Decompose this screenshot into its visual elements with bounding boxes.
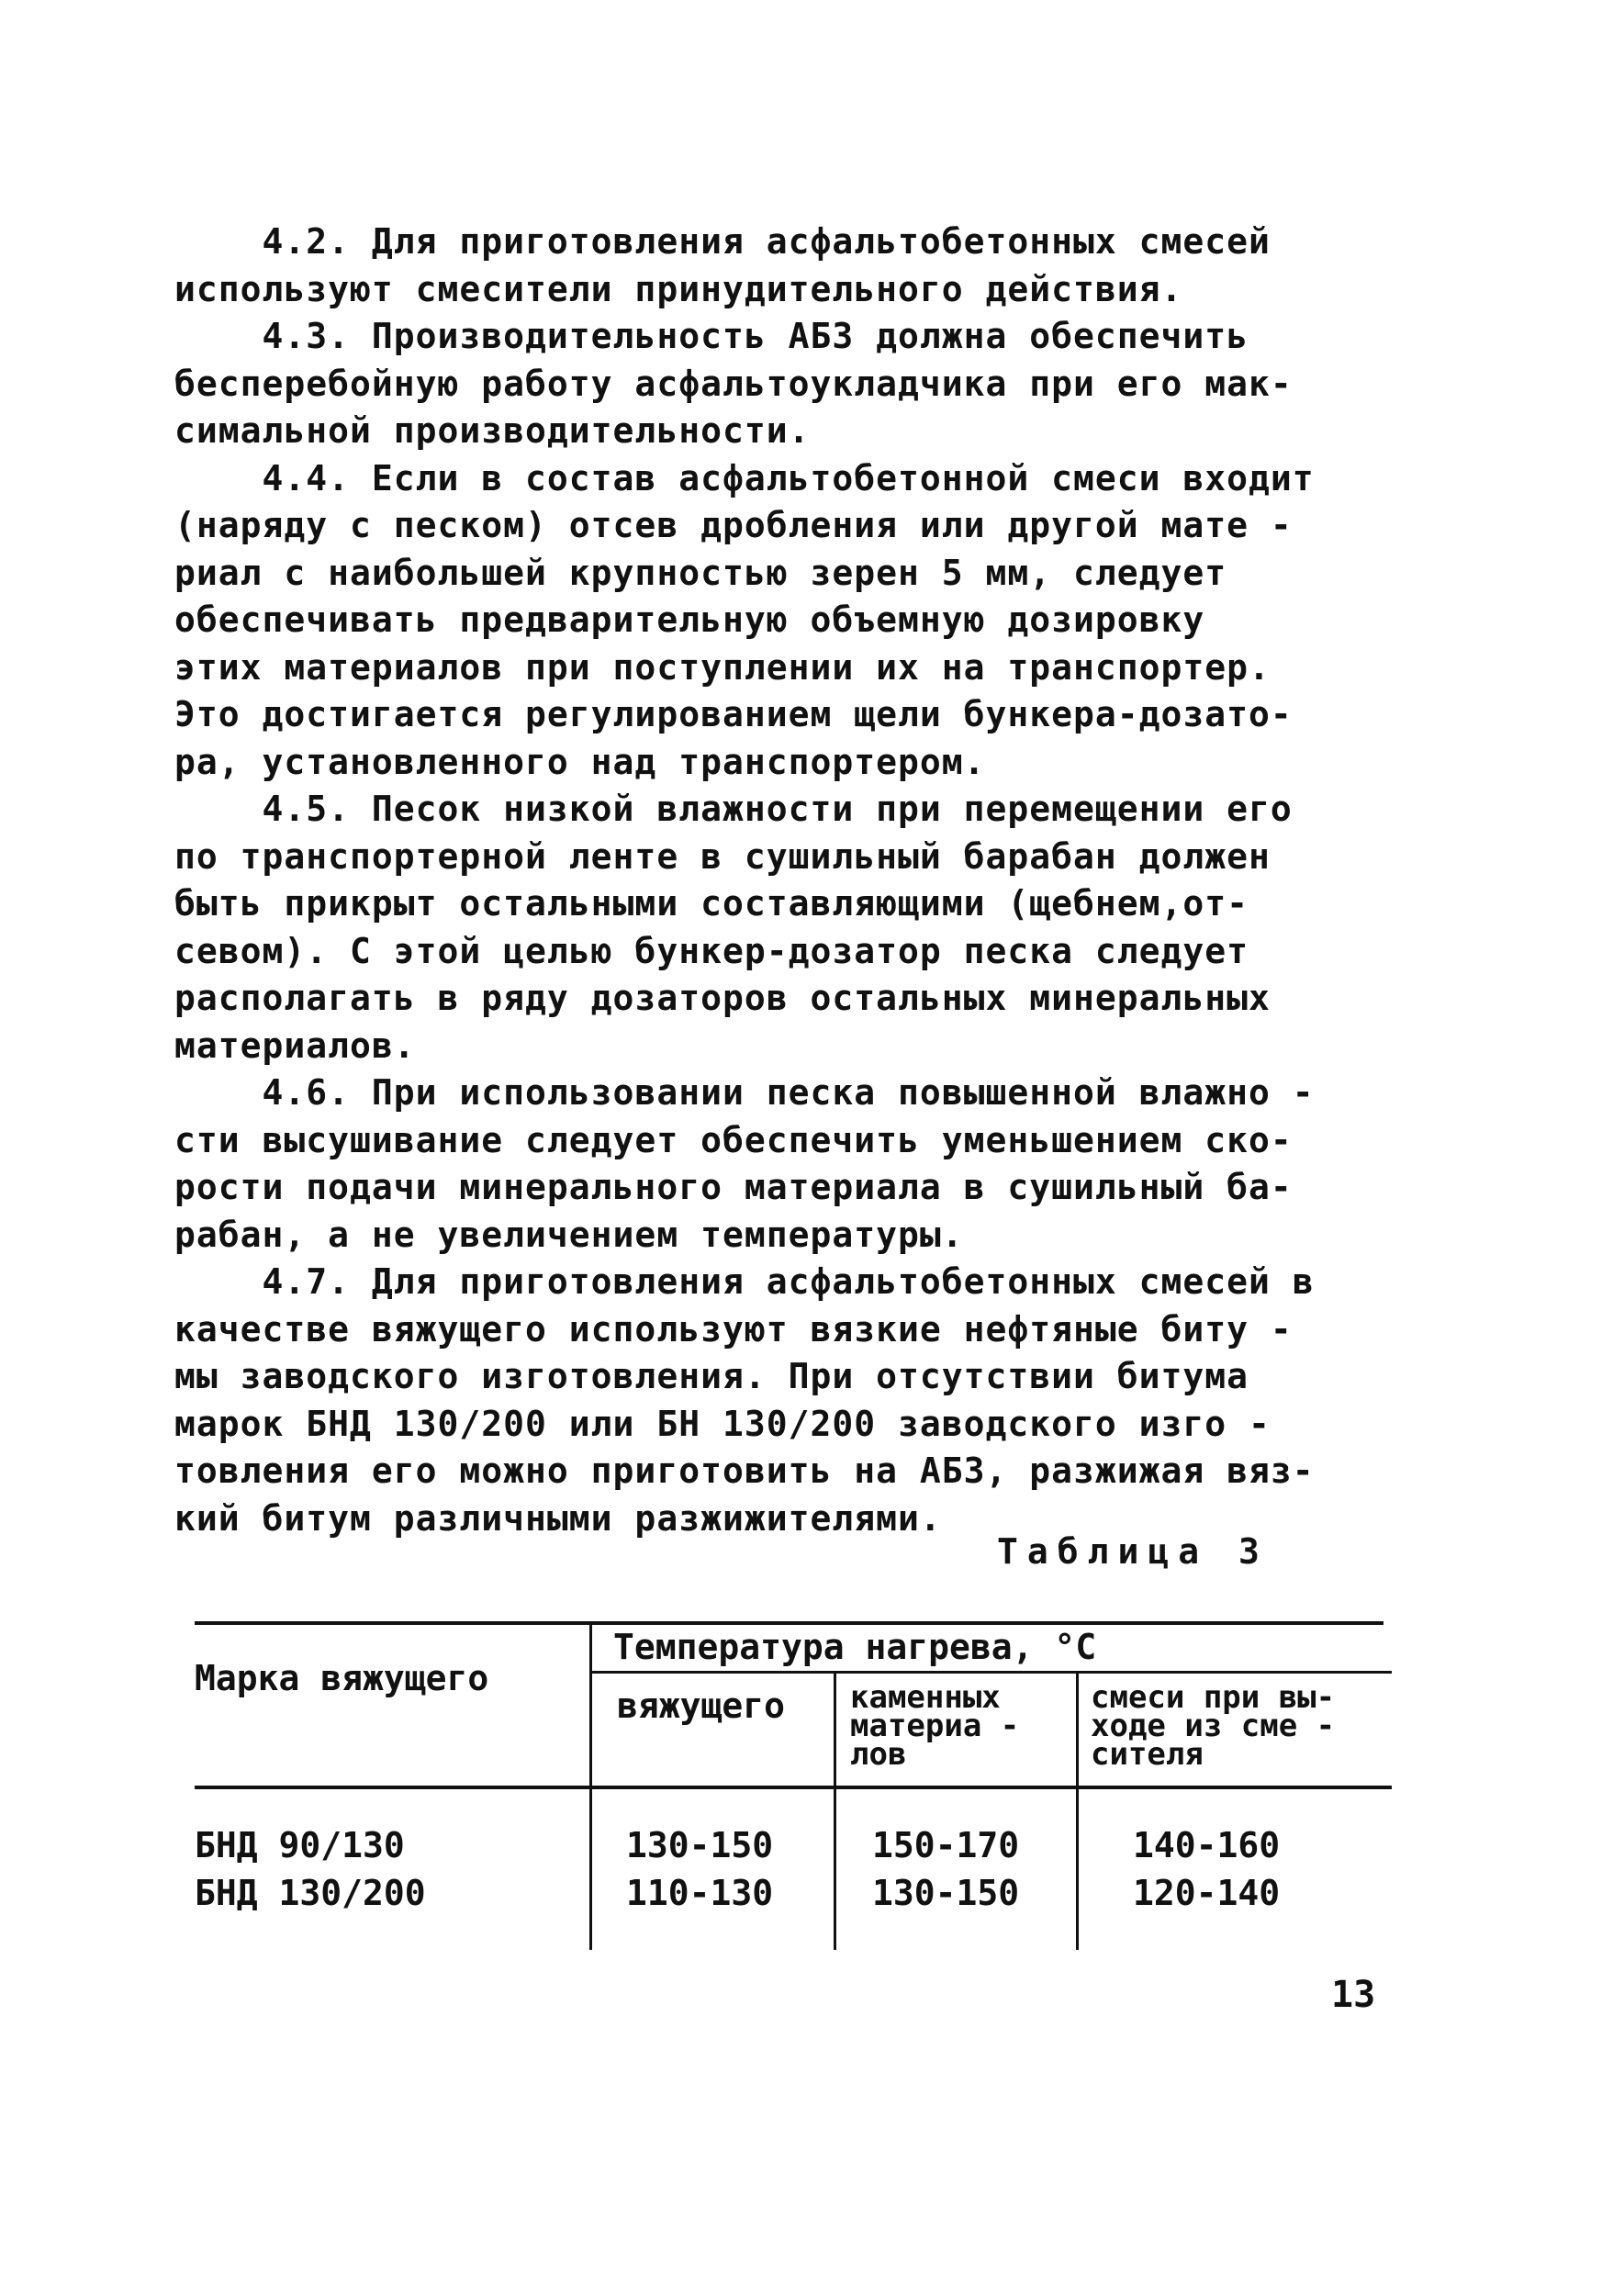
subheader-mix-line: ходе из сме - bbox=[1091, 1708, 1336, 1744]
table-row-binder-temp: 110-130 bbox=[626, 1873, 774, 1913]
text-line: риал с наибольшей крупностью зерен 5 мм, следует bbox=[174, 552, 1227, 593]
table-vertical-rule bbox=[1076, 1673, 1079, 1950]
text-line: товления его можно приготовить на АБЗ, разжижая вяз- bbox=[174, 1450, 1315, 1491]
text-line: качестве вяжущего используют вязкие нефтяные биту - bbox=[174, 1308, 1293, 1350]
text-line: (наряду с песком) отсев дробления или другой мате - bbox=[174, 505, 1293, 545]
table-subheader-rule bbox=[195, 1786, 1392, 1789]
subheader-stone-line: материа - bbox=[850, 1708, 1020, 1744]
header-binder-grade: Марка вяжущего bbox=[195, 1658, 489, 1698]
text-line: рабан, а не увеличением температуры. bbox=[174, 1214, 964, 1255]
table-header-rule bbox=[591, 1671, 1392, 1674]
text-line: рости подачи минерального материала в сушильный ба- bbox=[174, 1167, 1293, 1207]
table-row-grade: БНД 90/130 bbox=[195, 1825, 405, 1865]
text-line: 4.4. Если в состав асфальтобетонной смеси входит bbox=[174, 457, 1315, 498]
text-line: используют смесители принудительного действия. bbox=[174, 268, 1183, 309]
text-line: ра, установленного над транспортером. bbox=[174, 741, 986, 782]
subheader-stone-line: каменных bbox=[850, 1679, 1001, 1716]
text-line: 4.3. Производительность АБЗ должна обеспечить bbox=[174, 316, 1249, 356]
table-row-stone-temp: 130-150 bbox=[872, 1873, 1020, 1913]
text-line: бесперебойную работу асфальтоукладчика при его мак- bbox=[174, 363, 1293, 404]
table-row-grade: БНД 130/200 bbox=[195, 1873, 426, 1913]
text-line: этих материалов при поступлении их на транспортер. bbox=[174, 646, 1271, 688]
text-line: по транспортерной ленте в сушильный барабан должен bbox=[174, 835, 1271, 877]
temperature-table bbox=[195, 1621, 1392, 1952]
text-line: быть прикрыт остальными составляющими (щебнем,от- bbox=[174, 883, 1249, 924]
text-line: кий битум различными разжижителями. bbox=[174, 1497, 942, 1539]
table-row-mix-temp: 120-140 bbox=[1133, 1873, 1281, 1913]
table-caption: Таблица 3 bbox=[997, 1531, 1269, 1572]
text-line: 4.5. Песок низкой влажности при перемещении его bbox=[174, 789, 1293, 829]
text-line: располагать в ряду дозаторов остальных минеральных bbox=[174, 978, 1271, 1018]
table-row-mix-temp: 140-160 bbox=[1133, 1825, 1281, 1865]
text-line: 4.7. Для приготовления асфальтобетонных смесей в bbox=[174, 1261, 1315, 1302]
subheader-mix-line: сителя bbox=[1091, 1736, 1204, 1773]
table-vertical-rule bbox=[589, 1621, 592, 1950]
text-line: 4.6. При использовании песка повышенной влажно - bbox=[174, 1072, 1315, 1113]
text-line: мы заводского изготовления. При отсутствии битума bbox=[174, 1356, 1249, 1396]
text-line: севом). С этой целью бункер-дозатор песка следует bbox=[174, 930, 1249, 971]
text-line: 4.2. Для приготовления асфальтобетонных смесей bbox=[174, 221, 1271, 262]
text-line: материалов. bbox=[174, 1025, 416, 1066]
text-line: сти высушивание следует обеспечить уменьшением ско- bbox=[174, 1119, 1293, 1160]
text-line: обеспечивать предварительную объемную дозировку bbox=[174, 599, 1205, 640]
text-line: симальной производительности. bbox=[174, 410, 811, 451]
body-text bbox=[174, 218, 1395, 1542]
text-line: марок БНД 130/200 или БН 130/200 заводского изго - bbox=[174, 1403, 1271, 1444]
subheader-stone-line: лов bbox=[850, 1736, 907, 1773]
table-top-rule bbox=[195, 1621, 1383, 1625]
subheader-binder: вяжущего bbox=[617, 1686, 786, 1726]
table-row-stone-temp: 150-170 bbox=[872, 1825, 1020, 1865]
table-row-binder-temp: 130-150 bbox=[626, 1825, 774, 1865]
header-temperature: Температура нагрева, °С bbox=[613, 1627, 1097, 1667]
page-number: 13 bbox=[1331, 1974, 1376, 2016]
table-vertical-rule bbox=[834, 1673, 836, 1950]
subheader-mix-line: смеси при вы- bbox=[1091, 1679, 1336, 1716]
text-line: Это достигается регулированием щели бункера-дозато- bbox=[174, 694, 1293, 734]
